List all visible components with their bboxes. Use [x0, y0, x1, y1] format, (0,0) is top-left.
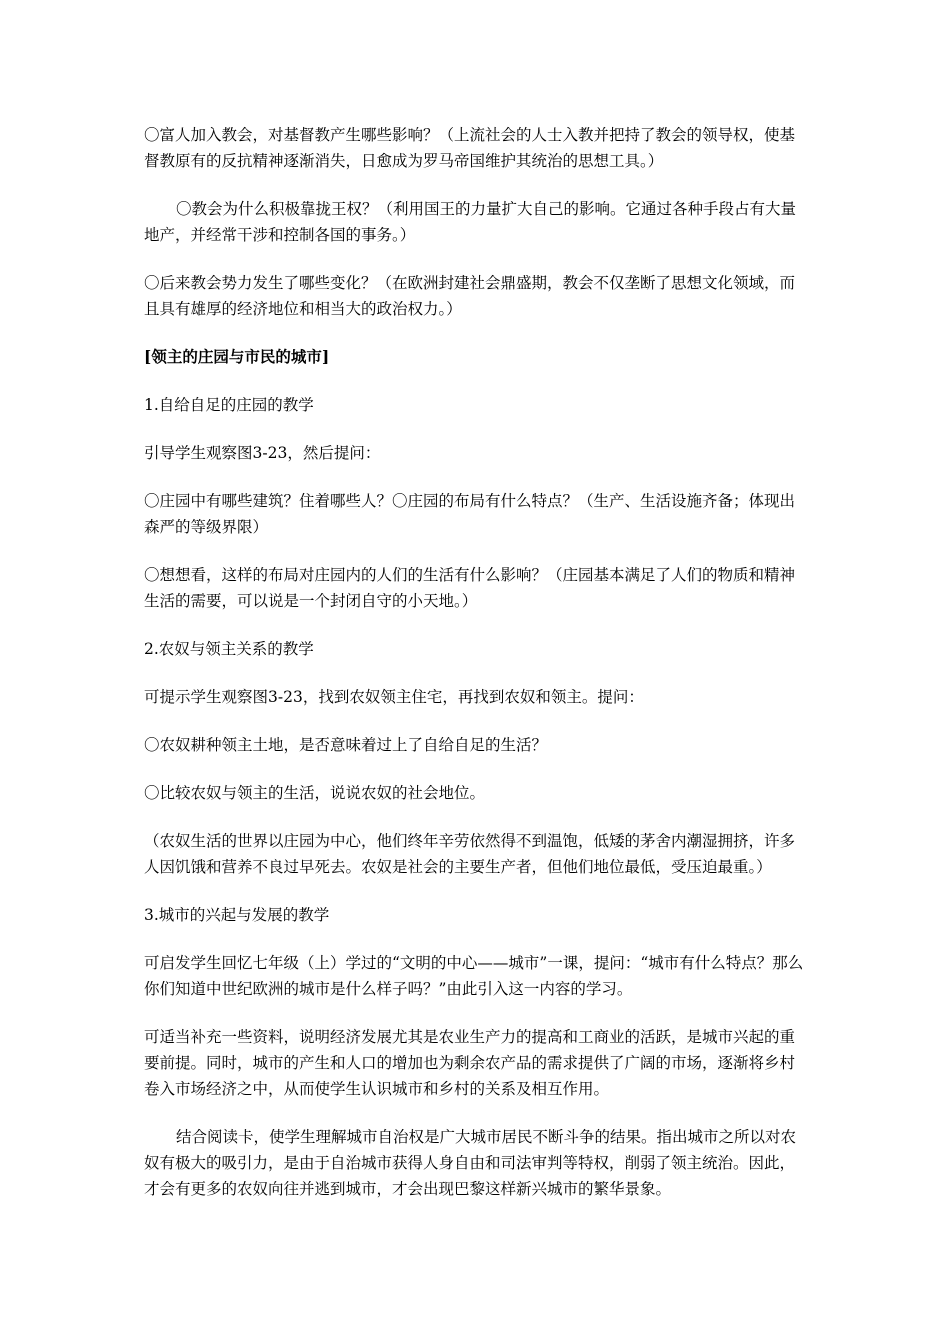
- paragraph-question-church-power: 〇后来教会势力发生了哪些变化？（在欧洲封建社会鼎盛期，教会不仅垄断了思想文化领域，而且具有雄厚的经济地位和相当大的政治权力。）: [144, 274, 796, 318]
- paragraph-question-self-sufficient: 〇农奴耕种领主土地，是否意味着过上了自给自足的生活？: [144, 736, 548, 754]
- subheading-city-rise: 3.城市的兴起与发展的教学: [144, 906, 330, 924]
- document-page: [144, 122, 809, 1224]
- paragraph-recall-lesson: 可启发学生回忆七年级（上）学过的“文明的中心——城市”一课，提问：“城市有什么特点？那么你们知道中世纪欧洲的城市是什么样子吗？”由此引入这一内容的学习。: [144, 954, 804, 998]
- paragraph-question-church-kings: 〇教会为什么积极靠拢王权？（利用国王的力量扩大自己的影响。它通过各种手段占有大量地产，并经常干涉和控制各国的事务。）: [144, 200, 797, 244]
- paragraph-question-manor-buildings: 〇庄园中有哪些建筑？住着哪些人？〇庄园的布局有什么特点？（生产、生活设施齐备；体现出森严的等级界限）: [144, 492, 796, 536]
- paragraph-supplement-materials: 可适当补充一些资料，说明经济发展尤其是农业生产力的提高和工商业的活跃，是城市兴起的重要前提。同时，城市的产生和人口的增加也为剩余农产品的需求提供了广阔的市场，逐渐将乡村卷入市场经济之中，从而使学生认识城市和乡村的关系及相互作用。: [144, 1028, 796, 1098]
- paragraph-question-layout-effect: 〇想想看，这样的布局对庄园内的人们的生活有什么影响？（庄园基本满足了人们的物质和精神生活的需要，可以说是一个封闭自守的小天地。）: [144, 566, 796, 610]
- paragraph-reading-card: 结合阅读卡，使学生理解城市自治权是广大城市居民不断斗争的结果。指出城市之所以对农奴有极大的吸引力，是由于自治城市获得人身自由和司法审判等特权，削弱了领主统治。因此，才会有更多的农奴向往并逃到城市，才会出现巴黎这样新兴城市的繁华景象。: [144, 1128, 797, 1198]
- subheading-manor-teaching: 1.自给自足的庄园的教学: [144, 396, 314, 414]
- paragraph-observe-figure: 引导学生观察图3-23，然后提问：: [144, 444, 381, 462]
- subheading-serf-lord: 2.农奴与领主关系的教学: [144, 640, 314, 658]
- section-heading-manor-city: [领主的庄园与市民的城市]: [144, 347, 330, 366]
- paragraph-question-rich-join-church: 〇富人加入教会，对基督教产生哪些影响？（上流社会的人士入教并把持了教会的领导权，使基督教原有的反抗精神逐渐消失，日愈成为罗马帝国维护其统治的思想工具。）: [144, 126, 796, 170]
- paragraph-serf-life-note: （农奴生活的世界以庄园为中心，他们终年辛劳依然得不到温饱，低矮的茅舍内潮湿拥挤，许多人因饥饿和营养不良过早死去。农奴是社会的主要生产者，但他们地位最低，受压迫最重。）: [144, 832, 796, 876]
- paragraph-hint-observe: 可提示学生观察图3-23，找到农奴领主住宅，再找到农奴和领主。提问：: [144, 688, 644, 706]
- paragraph-question-compare-life: 〇比较农奴与领主的生活，说说农奴的社会地位。: [144, 784, 486, 802]
